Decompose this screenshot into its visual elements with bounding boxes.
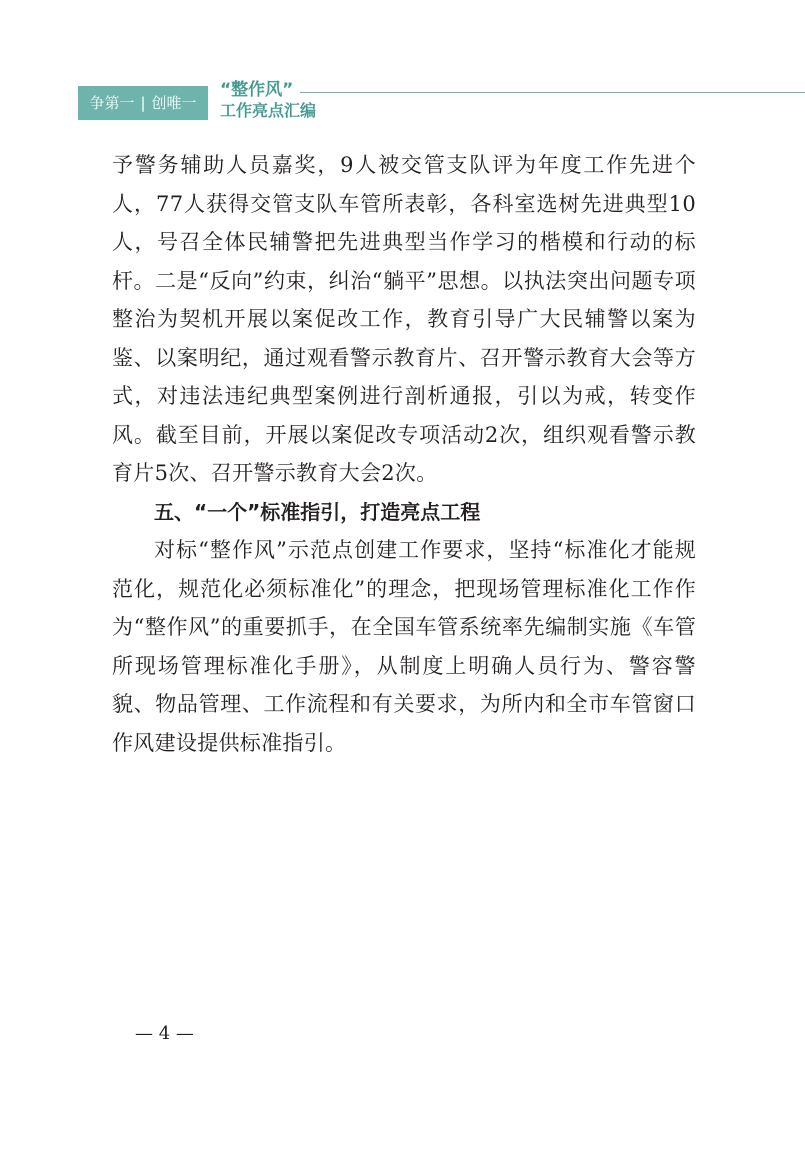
body-paragraph-1: 予警务辅助人员嘉奖，9人被交管支队评为年度工作先进个人，77人获得交管支队车管所表彰，各科室选树先进典型10人，号召全体民辅警把先进典型当作学习的楷模和行动的标杆。二是“反向”约束，纠治“躺平”思想。以执法突出问题专项整治为契机开展以案促改工作，教育引导广大民辅警以案为鉴、以案明纪，通过观看警示教育片、召开警示教育大会等方式，对违法违纪典型案例进行剖析通报，引以为戒，转变作风。截至目前，开展以案促改专项活动2次，组织观看警示教育片5次、召开警示教育大会2次。 (112, 153, 696, 485)
body-paragraph-2: 对标“整作风”示范点创建工作要求，坚持“标准化才能规范化，规范化必须标准化”的理念，把现场管理标准化工作作为“整作风”的重要抓手，在全国车管系统率先编制实施《车管所现场管理标准化手册》，从制度上明确人员行为、警容警貌、物品管理、工作流程和有关要求，为所内和全市车管窗口作风建设提供标准指引。 (112, 538, 696, 755)
header-title (220, 80, 316, 122)
page-number: — 4 — (135, 1023, 194, 1044)
header-title-line2: 工作亮点汇编 (220, 101, 317, 120)
header-badge-left: 争第一 (89, 94, 135, 112)
header-divider (300, 92, 805, 93)
header-title-line1: “整作风” (220, 80, 294, 100)
header-badge-right: 创唯一 (151, 94, 197, 112)
header-badge-separator: | (140, 94, 146, 112)
header-badge (78, 86, 208, 120)
document-body (112, 146, 696, 762)
section-heading: 五、“一个”标准指引，打造亮点工程 (154, 499, 481, 524)
